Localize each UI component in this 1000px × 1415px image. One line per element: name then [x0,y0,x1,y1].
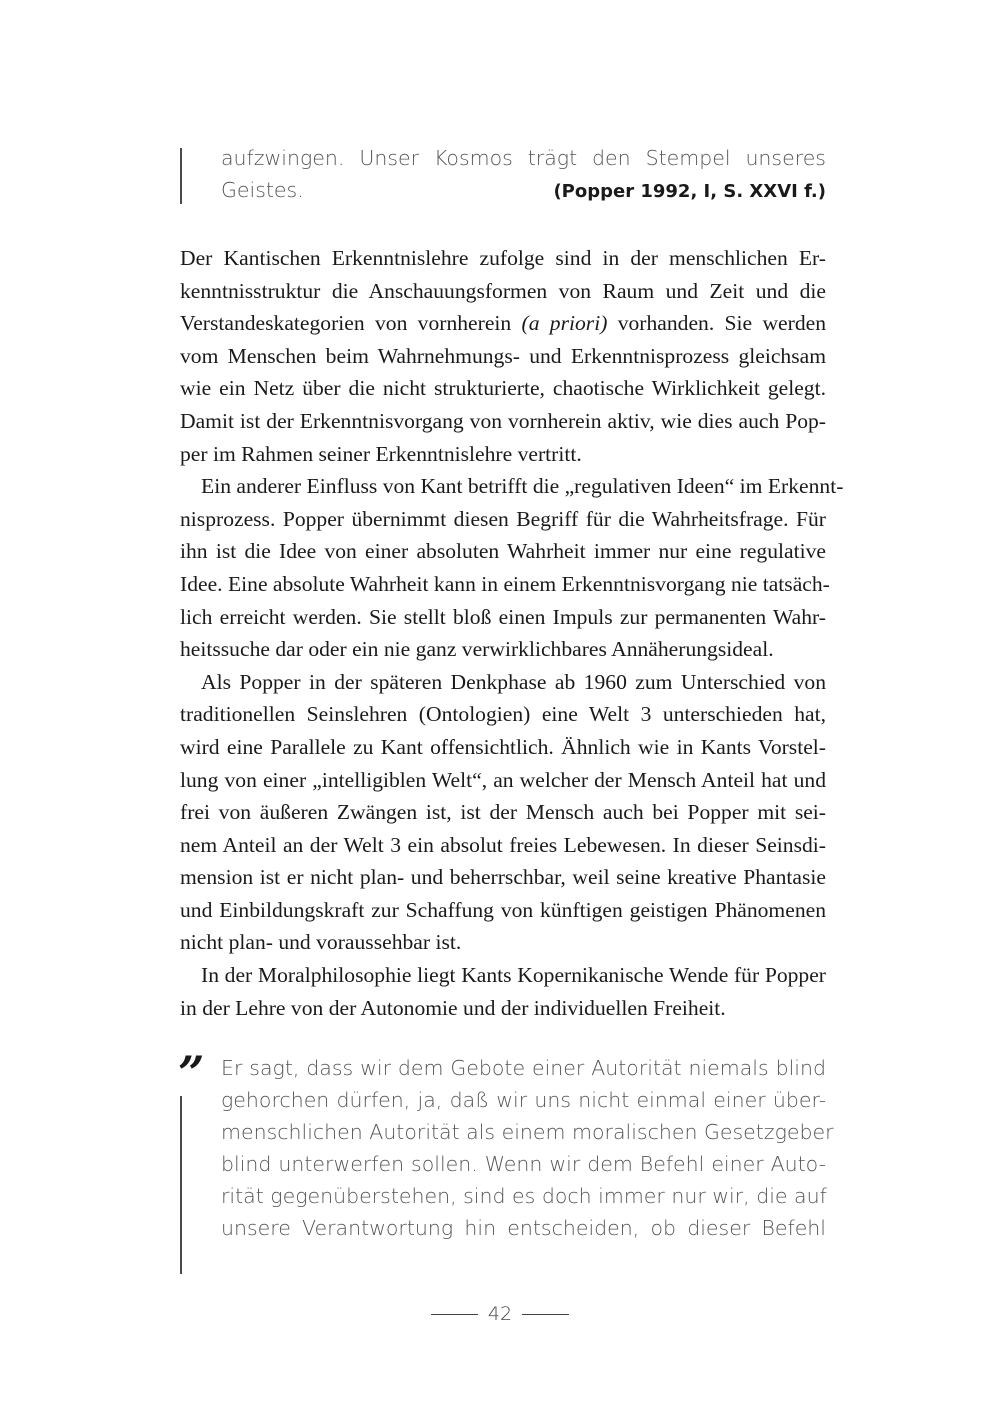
quote-line: menschlichen Autorität als einem moralischen Gesetzgeber [221,1120,834,1144]
text-line: Idee. Eine absolute Wahrheit kann in einem Erkenntnisvorgang nie tatsäch- [180,571,830,596]
text-line: wie ein Netz über die nicht strukturierte, chaotische Wirklichkeit gelegt. [180,376,826,401]
quotation-mark-icon: ” [178,1046,201,1100]
italic-term: (a priori) [521,311,608,336]
quote-bar [180,1086,182,1274]
quote-line: rität gegenüberstehen, sind es doch immer nur wir, die auf [221,1184,827,1208]
text-line: ihn ist die Idee von einer absoluten Wahrheit immer nur eine regulative [180,539,826,564]
text-line: traditionellen Seinslehren (Ontologien) eine Welt 3 unterschieden hat, [180,702,826,727]
quote-citation: (Popper 1992, I, S. XXVI f.) [553,181,826,202]
text-line: kenntnisstruktur die Anschauungsformen von Raum und Zeit und die [180,278,826,303]
quote-line: gehorchen dürfen, ja, daß wir uns nicht einmal einer über- [221,1088,826,1112]
text-line: und Einbildungskraft zur Schaffung von künftigen geistigen Phänomenen [180,897,826,922]
block-quote-bottom [178,1046,834,1244]
text-line: Damit ist der Erkenntnisvorgang von vornherein aktiv, wie dies auch Pop- [180,408,826,433]
quote-line: unsere Verantwortung hin entscheiden, ob dieser Befehl [221,1216,826,1240]
quote-bar [180,148,182,204]
text-line: nisprozess. Popper übernimmt diesen Begriff für die Wahrheitsfrage. Für [180,506,826,531]
page-footer [0,1303,1000,1325]
text-line: nicht plan- und voraussehbar ist. [180,930,462,955]
quote-line: Geistes. [221,178,304,202]
text-line: heitssuche dar oder ein nie ganz verwirklichbares Annäherungsideal. [180,637,774,662]
block-quote-top [180,142,826,208]
text-line: mension ist er nicht plan- und beherrschbar, weil seine kreative Phantasie [180,865,826,890]
text-line [180,307,826,340]
quote-line: blind unterwerfen sollen. Wenn wir dem Befehl einer Auto- [221,1152,826,1176]
paragraph-2 [180,470,844,666]
text-line: nem Anteil an der Welt 3 ein absolut freies Lebewesen. In dieser Seinsdi- [180,832,826,857]
text-line: in der Lehre von der Autonomie und der individuellen Freiheit. [180,995,726,1020]
body-text [180,242,844,1024]
text-line: Der Kantischen Erkenntnislehre zufolge sind in der menschlichen Er- [180,246,826,270]
paragraph-1 [180,242,826,470]
text-line: In der Moralphilosophie liegt Kants Kopernikanische Wende für Popper [201,963,826,988]
paragraph-4 [180,959,826,1024]
text-line: wird eine Parallele zu Kant offensichtlich. Ähnlich wie in Kants Vorstel- [180,734,826,759]
text-line: Als Popper in der späteren Denkphase ab 1960 zum Unterschied von [201,669,826,694]
quote-text [221,1052,834,1244]
page-number: 42 [487,1303,513,1325]
text-line: vom Menschen beim Wahrnehmungs- und Erkenntnisprozess gleichsam [180,343,826,368]
text-line: Ein anderer Einfluss von Kant betrifft die „regulativen Ideen“ im Erkennt- [201,474,844,499]
text-line: per im Rahmen seiner Erkenntnislehre vertritt. [180,441,582,466]
text-line: lich erreicht werden. Sie stellt bloß einen Impuls zur permanenten Wahr- [180,604,826,629]
text-line: frei von äußeren Zwängen ist, ist der Mensch auch bei Popper mit sei- [180,800,826,825]
quote-text [221,142,826,208]
paragraph-3 [180,666,826,959]
quote-last-line [221,174,826,208]
quote-line: Er sagt, dass wir dem Gebote einer Autorität niemals blind [221,1056,826,1080]
quote-line: aufzwingen. Unser Kosmos trägt den Stempel unseres [221,146,826,170]
footer-rule-right [522,1314,569,1315]
text-segment: vorhanden. Sie werden [607,311,826,336]
text-segment: Verstandeskategorien von vornherein [180,311,522,336]
text-line: lung von einer „intelligiblen Welt“, an welcher der Mensch Anteil hat und [180,767,826,792]
footer-rule-left [431,1314,478,1315]
